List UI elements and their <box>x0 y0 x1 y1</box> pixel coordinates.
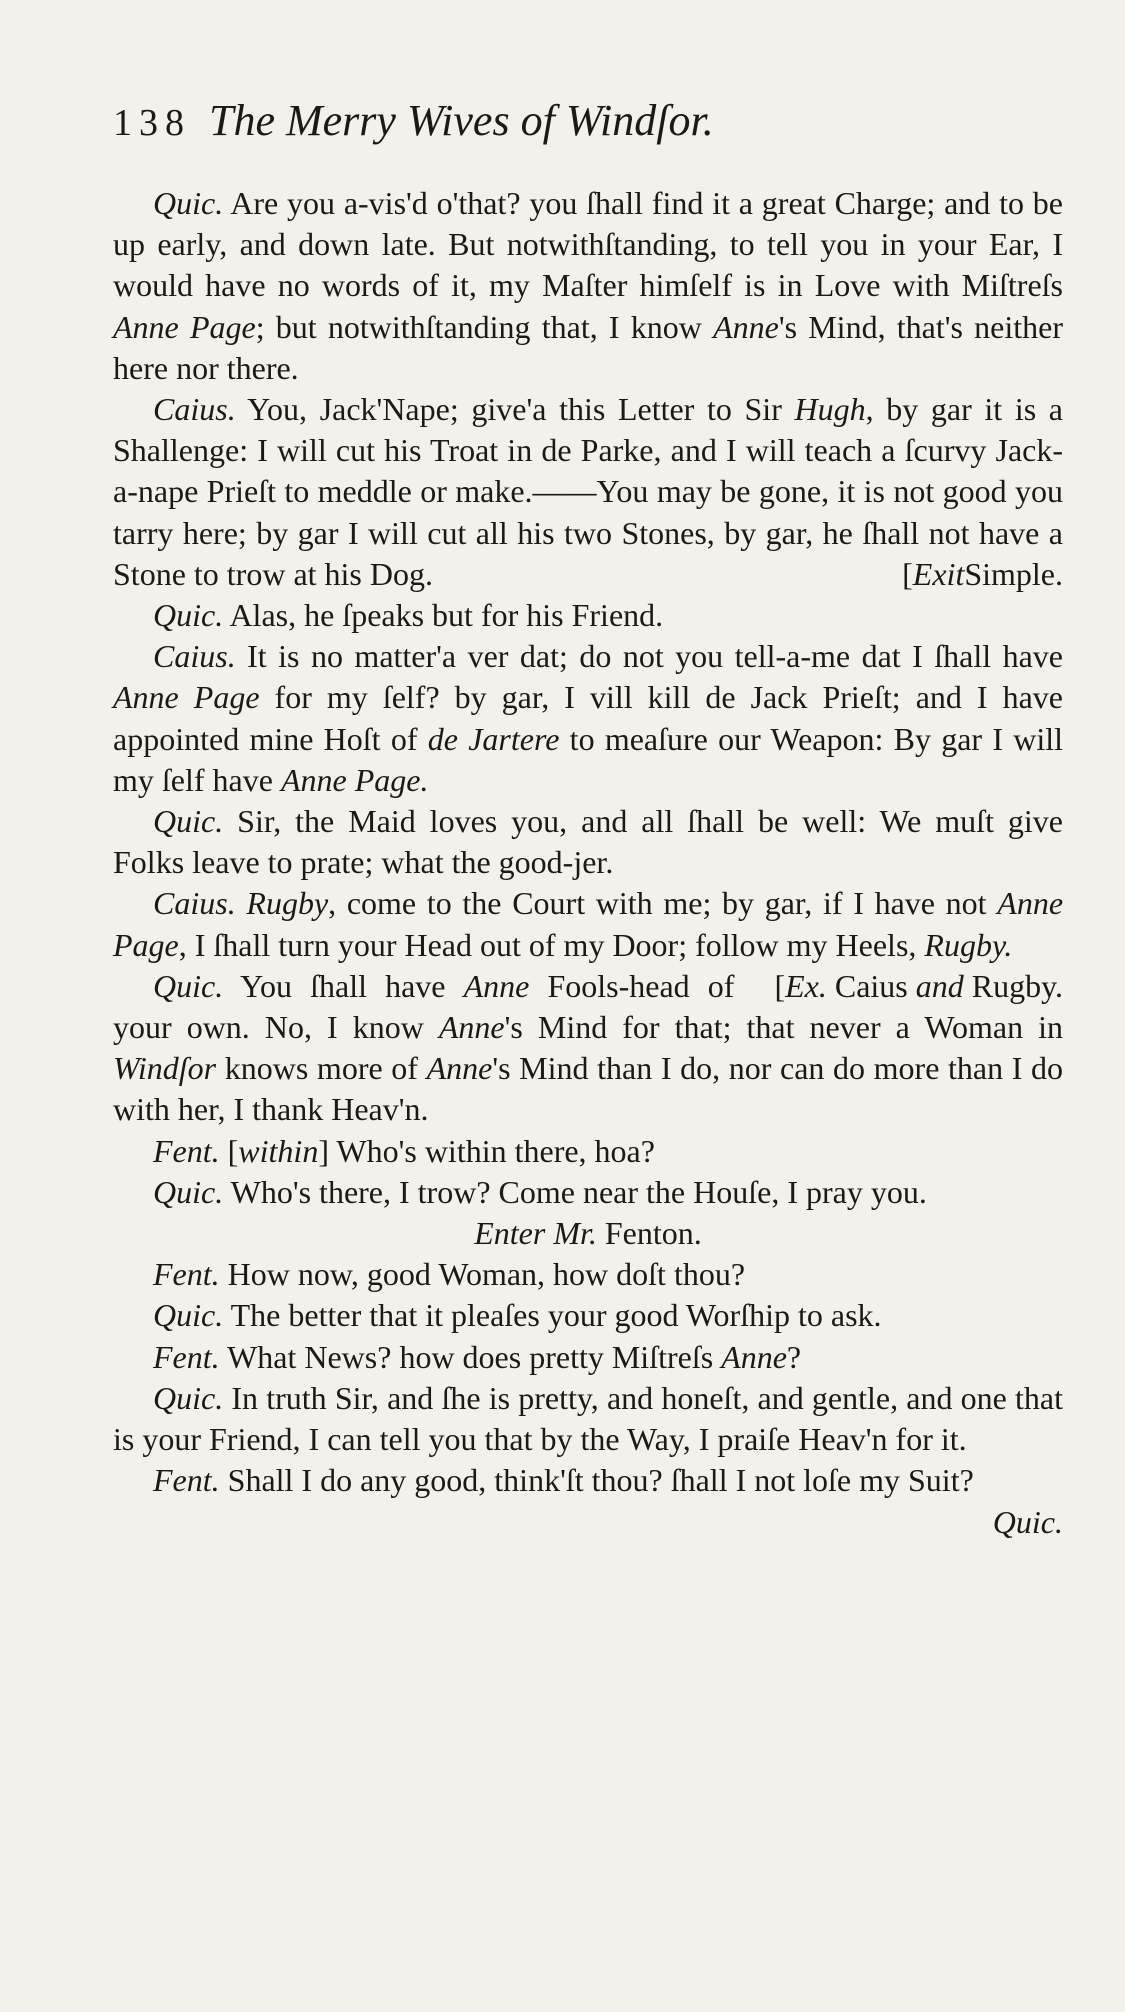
speech-text: Who's there, I trow? Come near the Houſe, I pray you. <box>223 1173 927 1210</box>
speech-fenton-3 <box>113 1337 1063 1378</box>
speech-text: knows more of <box>216 1050 427 1087</box>
speaker-name: Fent. <box>153 1462 220 1499</box>
speech-text: You, Jack'Nape; give'a this Letter to Sir <box>235 391 795 428</box>
speaker-name: Caius. <box>153 885 236 922</box>
speaker-name: Caius. <box>153 638 236 675</box>
page-number: 138 <box>113 102 191 144</box>
speaker-name: Quic. <box>153 803 224 840</box>
exit-stage-direction <box>862 554 1063 595</box>
speech-text: Fools-head of your own. No, I know <box>113 967 735 1046</box>
speech-quickly-3 <box>113 801 1063 883</box>
speech-text: ; but notwithſtanding that, I know <box>255 308 714 345</box>
italic-name: Anne Page. <box>280 761 429 798</box>
speaker-name: Fent. <box>153 1132 220 1169</box>
speech-quickly-5 <box>113 1172 1063 1213</box>
speech-text: 's Mind for that; that never a Woman in <box>504 1009 1064 1046</box>
speaker-name: Quic. <box>153 1379 224 1416</box>
speech-text: , come to the Court with me; by gar, if I have not <box>328 885 998 922</box>
speech-quickly-1 <box>113 183 1063 389</box>
speaker-name: Fent. <box>153 1338 220 1375</box>
exit-character: Rugby. <box>971 967 1063 1004</box>
running-head <box>113 95 1063 157</box>
italic-name: Anne <box>721 1338 787 1375</box>
play-text <box>113 183 1063 1543</box>
character-name: Fenton. <box>596 1215 702 1252</box>
speech-fenton-1 <box>113 1131 1063 1172</box>
bracket: [ <box>774 967 786 1004</box>
speech-text: Shall I do any good, think'ſt thou? ſhall I not loſe my Suit? <box>219 1462 974 1499</box>
speaker-name: Fent. <box>153 1256 220 1293</box>
speaker-name: Caius. <box>153 391 236 428</box>
exit-character: Caius <box>834 967 908 1004</box>
speech-text: How now, good Woman, how doſt thou? <box>219 1256 746 1293</box>
speech-text: In truth Sir, and ſhe is pretty, and honeſt, and gentle, and one that is your Friend, I can tell you that by the Way, I praiſe Heav'n for it. <box>113 1379 1063 1458</box>
speech-text: 's Mind than I do, nor can do more than I do with her, I thank Heav'n. <box>113 1050 1064 1128</box>
italic-name: Anne Page <box>113 885 1064 963</box>
speech-text: What News? how does pretty Miſtreſs <box>219 1338 722 1375</box>
speaker-name: Quic. <box>153 185 224 221</box>
entrance-stage-direction <box>113 1213 1063 1254</box>
exit-word: Ex. <box>785 967 827 1004</box>
speaker-name: Quic. <box>153 597 224 634</box>
italic-name: Anne <box>426 1050 493 1087</box>
enter-words: Enter Mr. <box>474 1215 597 1252</box>
italic-name: Anne <box>713 308 779 345</box>
speaker-name: Quic. <box>153 1173 224 1210</box>
italic-name: Anne <box>438 1009 505 1046</box>
speaker-name: Quic. <box>153 967 224 1004</box>
stage-aside: within <box>238 1132 319 1169</box>
speech-quickly-6 <box>113 1295 1063 1336</box>
speech-fenton-4 <box>113 1460 1063 1501</box>
italic-name: Anne Page <box>113 679 260 716</box>
italic-name: Rugby. <box>924 926 1013 963</box>
speech-text: Alas, he ſpeaks but for his Friend. <box>223 597 664 634</box>
italic-name: Hugh <box>794 391 866 428</box>
and-word: and <box>915 967 964 1004</box>
speech-text: 's Mind, that's neither here nor there. <box>113 308 1064 386</box>
speech-text: to meaſure our Weapon: By gar I will my ſelf have <box>113 720 1064 798</box>
speech-quickly-2 <box>113 595 1063 636</box>
exit-stage-direction <box>734 966 1063 1007</box>
speech-fenton-2 <box>113 1254 1063 1295</box>
italic-name: Anne <box>463 967 530 1004</box>
speech-text: The better that it pleaſes your good Worſhip to ask. <box>223 1297 882 1334</box>
catchword: Quic. <box>992 1503 1063 1540</box>
speech-text: You ſhall have <box>223 967 464 1004</box>
speech-text: Sir, the Maid loves you, and all ſhall be well: We muſt give Folks leave to prate; what the good-jer. <box>113 803 1063 881</box>
speech-text: , by gar it is a Shallenge: I will cut his Troat in de Parke, and I will teach a ſcurvy Jack-a-nape Prieſt to meddle or make.——You may be gone, it is not good you tarry here; by gar I will cut all his two Stones, by gar, he ſhall not have a Stone to trow at his Dog. <box>113 391 1064 592</box>
bracket: [ <box>902 555 913 592</box>
speech-text: for my ſelf? by gar, I vill kill de Jack Prieſt; and I have appointed mine Hoſt of <box>113 679 1064 757</box>
speech-text: It is no matter'a ver dat; do not you tell-a-me dat I ſhall have <box>235 638 1063 675</box>
speech-text: ] Who's within there, hoa? <box>318 1132 655 1169</box>
italic-name: de Jartere <box>427 720 560 757</box>
speech-text: [ <box>219 1132 239 1169</box>
italic-name: Windſor <box>113 1050 217 1087</box>
speaker-name: Quic. <box>153 1297 224 1334</box>
speech-text: Are you a-vis'd o'that? you ſhall find it a great Charge; and to be up early, and down late. But notwithſtanding, to tell you in your Ear, I would have no words of it, my Maſter himſelf is in Love with Miſtreſs <box>113 185 1063 304</box>
exit-character: Simple. <box>964 555 1063 592</box>
running-title: The Merry Wives of Windſor. <box>209 96 714 145</box>
speech-text: , I ſhall turn your Head out of my Door; follow my Heels, <box>178 926 925 963</box>
speech-caius-1 <box>113 389 1063 595</box>
italic-name: Rugby <box>246 885 329 922</box>
italic-name: Anne Page <box>113 308 256 345</box>
speech-quickly-7 <box>113 1378 1063 1460</box>
exit-word: Exit <box>912 555 965 592</box>
speech-caius-2 <box>113 636 1063 801</box>
speech-text: ? <box>786 1338 802 1375</box>
